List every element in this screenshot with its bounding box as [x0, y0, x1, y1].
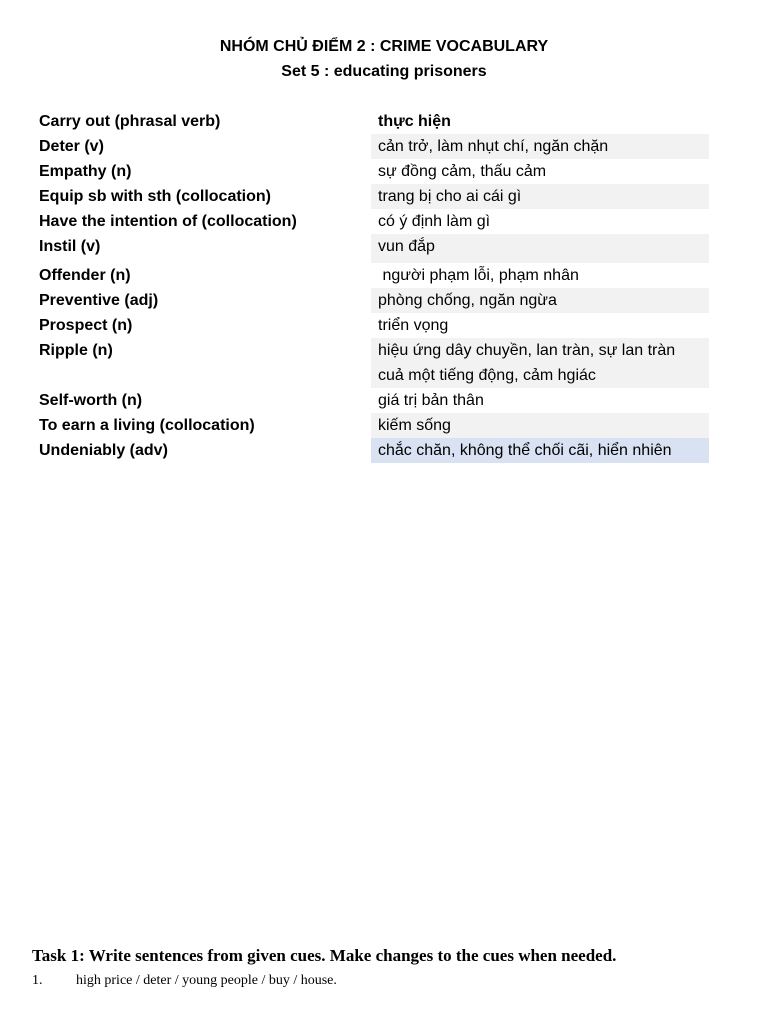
vocab-definition: vun đắp	[371, 234, 709, 263]
vocab-definition: thực hiện	[378, 113, 451, 130]
vocab-definition: chắc chăn, không thể chối cãi, hiển nhiên	[371, 438, 709, 463]
vocab-term: Carry out (phrasal verb)	[39, 113, 221, 130]
vocab-term: Have the intention of (collocation)	[39, 213, 297, 230]
vocab-term: Self-worth (n)	[39, 392, 143, 409]
vocab-definition: người phạm lỗi, phạm nhân	[378, 267, 579, 284]
vocab-definition: trang bị cho ai cái gì	[371, 184, 709, 209]
task-title: Task 1: Write sentences from given cues. Make changes to the cues when needed.	[32, 946, 617, 965]
list-item	[32, 970, 752, 992]
vocab-term: Instil (v)	[39, 238, 101, 255]
vocab-definition: cản trở, làm nhụt chí, ngăn chặn	[371, 134, 709, 159]
table-row	[32, 184, 709, 209]
document-subtitle: Set 5 : educating prisoners	[281, 63, 487, 80]
vocab-term: Equip sb with sth (collocation)	[39, 188, 271, 205]
table-row	[32, 234, 709, 263]
vocab-definition: kiếm sống	[371, 413, 709, 438]
vocab-definition: hiệu ứng dây chuyền, lan tràn, sự lan tràn cuả một tiếng động, cảm hgiác	[371, 338, 709, 388]
vocab-term: Ripple (n)	[39, 342, 113, 359]
table-row	[32, 209, 709, 234]
table-row	[32, 288, 709, 313]
table-row	[32, 159, 709, 184]
document-header	[0, 34, 768, 84]
vocab-definition: sự đồng cảm, thấu cảm	[378, 163, 547, 180]
vocabulary-table	[32, 109, 709, 463]
task-item-number: 1.	[32, 973, 43, 988]
task-item-text: high price / deter / young people / buy / house.	[76, 973, 337, 988]
vocab-definition: phòng chống, ngăn ngừa	[371, 288, 709, 313]
table-row	[32, 438, 709, 463]
table-row	[32, 388, 709, 413]
table-row	[32, 313, 709, 338]
vocab-definition: có ý định làm gì	[378, 213, 491, 230]
table-row	[32, 338, 709, 388]
vocab-term: Deter (v)	[39, 138, 104, 155]
vocab-term: Offender (n)	[39, 267, 131, 284]
table-row	[32, 134, 709, 159]
task-section	[32, 944, 752, 992]
document-title: NHÓM CHỦ ĐIỂM 2 : CRIME VOCABULARY	[219, 38, 549, 55]
vocab-term: Preventive (adj)	[39, 292, 159, 309]
table-row	[32, 413, 709, 438]
vocab-term: To earn a living (collocation)	[39, 417, 255, 434]
vocab-term: Undeniably (adv)	[39, 442, 168, 459]
vocab-term: Prospect (n)	[39, 317, 133, 334]
vocab-term: Empathy (n)	[39, 163, 132, 180]
table-row	[32, 109, 709, 134]
vocab-definition: giá trị bản thân	[378, 392, 484, 409]
table-row	[32, 263, 709, 288]
vocab-definition: triển vọng	[378, 317, 449, 334]
